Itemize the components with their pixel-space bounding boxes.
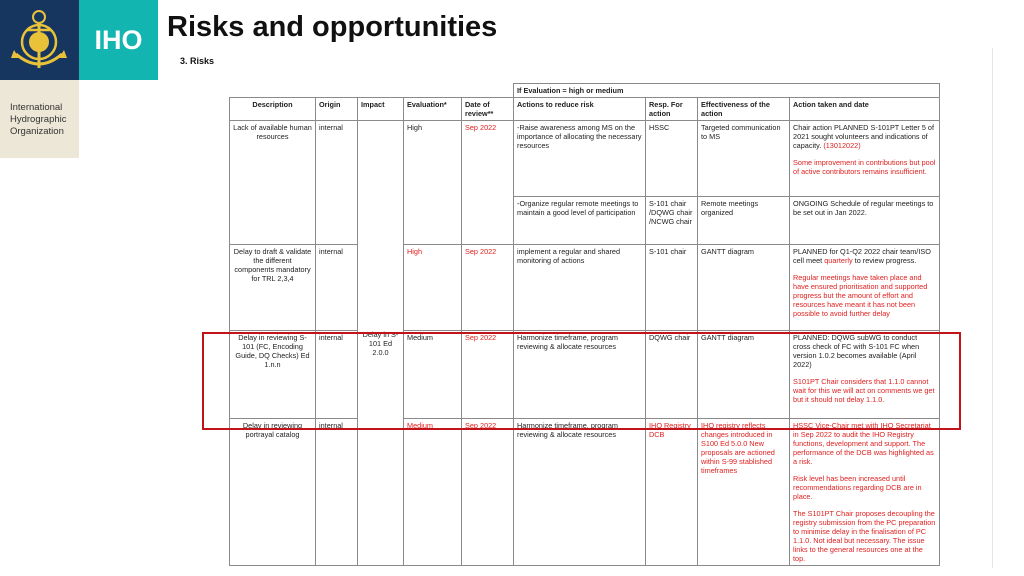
cell-effectiveness: GANTT diagram xyxy=(698,331,790,419)
cell-description: Lack of available human resources xyxy=(230,121,316,245)
col-header-effectiveness: Effectiveness of the action xyxy=(698,98,790,121)
cell-evaluation: Medium xyxy=(404,331,462,419)
cell-action-taken: PLANNED for Q1-Q2 2022 chair team/ISO cell meet quarterly to review progress. Regular meetings have taken place and have ensured prioritisation and supported progress but the amount of effort and resources have meant it has not been possible to avoid further delay xyxy=(790,245,940,331)
cell-resp: S-101 chair /DQWG chair /NCWG chair xyxy=(646,197,698,245)
cell-actions: Harmonize timeframe, program reviewing & allocate resources xyxy=(514,419,646,566)
cell-actions: implement a regular and shared monitoring of actions xyxy=(514,245,646,331)
organization-name-box xyxy=(0,80,79,158)
table-row xyxy=(230,121,940,197)
organization-name: International Hydrographic Organization xyxy=(10,102,67,137)
cell-evaluation: High xyxy=(404,121,462,245)
table-group-header-row xyxy=(230,84,940,98)
iho-logo-text: IHO xyxy=(79,0,158,80)
col-header-impact: Impact xyxy=(358,98,404,121)
cell-description: Delay in reviewing S-101 (FC, Encoding Guide, DQ Checks) Ed 1.n.n xyxy=(230,331,316,419)
col-header-date-of-review: Date of review** xyxy=(462,98,514,121)
cell-resp: DQWG chair xyxy=(646,331,698,419)
table-row xyxy=(230,419,940,566)
col-header-resp: Resp. For action xyxy=(646,98,698,121)
col-header-actions: Actions to reduce risk xyxy=(514,98,646,121)
cell-actions: Harmonize timeframe, program reviewing & allocate resources xyxy=(514,331,646,419)
anchor-emblem-icon xyxy=(0,0,79,80)
cell-impact: Delay in S-101 Ed 2.0.0 xyxy=(358,121,404,566)
cell-actions: -Raise awareness among MS on the importance of allocating the necessary resources xyxy=(514,121,646,197)
cell-action-taken: HSSC Vice-Chair met with IHO Secretariat in Sep 2022 to audit the IHO Registry functions, development and support. The performance of the DCB was highlighted as a risk. Risk level has been increased until recommendations regarding DCB are in place. The S101PT Chair proposes decoupling the registry submission from the PC preparation to minimise delay in the finalisation of PC 1.1.0. Not ideal but necessary. The issue links to the general resources one at the top. xyxy=(790,419,940,566)
col-header-origin: Origin xyxy=(316,98,358,121)
cell-evaluation: High xyxy=(404,245,462,331)
cell-evaluation: Medium xyxy=(404,419,462,566)
col-header-evaluation: Evaluation* xyxy=(404,98,462,121)
section-heading: 3. Risks xyxy=(180,56,215,66)
cell-date: Sep 2022 xyxy=(462,121,514,245)
cell-resp: S-101 chair xyxy=(646,245,698,331)
iho-emblem-logo xyxy=(0,0,79,80)
cell-effectiveness: GANTT diagram xyxy=(698,245,790,331)
cell-resp: HSSC xyxy=(646,121,698,197)
cell-origin: internal xyxy=(316,331,358,419)
cell-resp: IHO Registry DCB xyxy=(646,419,698,566)
cell-origin: internal xyxy=(316,245,358,331)
cell-description: Delay in reviewing portrayal catalog xyxy=(230,419,316,566)
group-header: If Evaluation = high or medium xyxy=(514,84,940,98)
cell-origin: internal xyxy=(316,121,358,245)
cell-date: Sep 2022 xyxy=(462,245,514,331)
table-row-highlighted xyxy=(230,331,940,419)
cell-date: Sep 2022 xyxy=(462,331,514,419)
table-header-row xyxy=(230,98,940,121)
cell-effectiveness: Targeted communication to MS xyxy=(698,121,790,197)
slide-title: Risks and opportunities xyxy=(167,11,498,43)
cell-effectiveness: Remote meetings organized xyxy=(698,197,790,245)
cell-action-taken: PLANNED: DQWG subWG to conduct cross check of FC with S-101 FC when version 1.0.2 becomes available (April 2022) S101PT Chair considers that 1.1.0 cannot wait for this we will act on comments we get but it should not delay 1.1.0. xyxy=(790,331,940,419)
table-row xyxy=(230,245,940,331)
risks-table xyxy=(229,83,940,566)
right-divider xyxy=(992,48,993,568)
cell-description: Delay to draft & validate the different components mandatory for TRL 2,3,4 xyxy=(230,245,316,331)
cell-action-taken: Chair action PLANNED S-101PT Letter 5 of 2021 sought volunteers and indications of capacity. (13012022) Some improvement in contributions but pool of active contributors remains insufficient. xyxy=(790,121,940,197)
cell-actions: -Organize regular remote meetings to maintain a good level of participation xyxy=(514,197,646,245)
cell-action-taken: ONGOING Schedule of regular meetings to be set out in Jan 2022. xyxy=(790,197,940,245)
cell-origin: internal xyxy=(316,419,358,566)
col-header-action-taken: Action taken and date xyxy=(790,98,940,121)
col-header-description: Description xyxy=(230,98,316,121)
cell-effectiveness: IHO registry reflects changes introduced in S100 Ed 5.0.0 New proposals are actioned within S-99 stablished timeframes xyxy=(698,419,790,566)
cell-date: Sep 2022 xyxy=(462,419,514,566)
